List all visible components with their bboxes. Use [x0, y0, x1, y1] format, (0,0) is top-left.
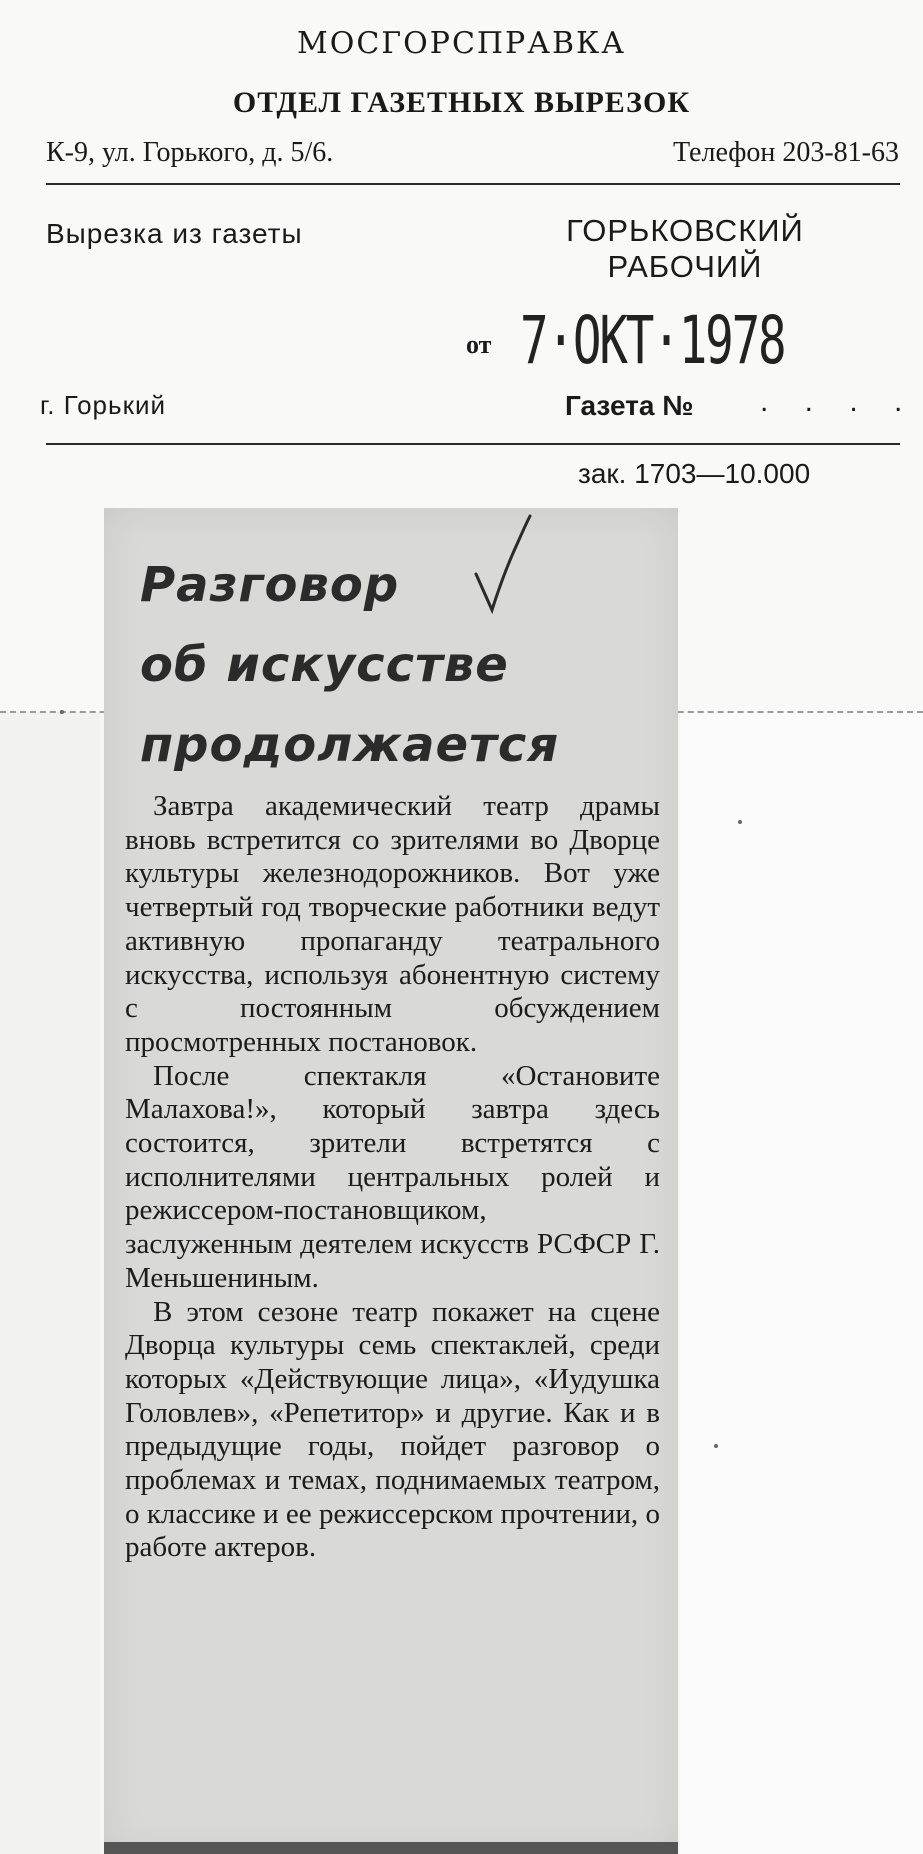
- newspaper-name-line1: ГОРЬКОВСКИЙ: [566, 213, 804, 248]
- speck: [738, 820, 742, 824]
- date-stamp: 7·ОКТ·1978: [520, 302, 785, 379]
- headline-line1: Разговор: [140, 557, 400, 613]
- clipping-bottom-edge: [104, 1842, 678, 1854]
- headline-line3: продолжается: [140, 717, 560, 773]
- date-prefix: от: [466, 330, 492, 359]
- issue-number-blank: . . . .: [760, 385, 917, 418]
- speck: [714, 1444, 718, 1448]
- article-paragraph-3: В этом сезоне театр покажет на сцене Дворца культуры семь спектаклей, среди которых «Действующие лица», «Иудушка Головлев», «Репетитор» и другие. Как и в предыдущие годы, пойдет разговор о проблемах и темах, поднимаемых театром, о классике и ее режиссерском прочтении, о работе актеров.: [125, 1295, 660, 1564]
- sheet-margin-left: [0, 712, 100, 1854]
- article-paragraph-2: После спектакля «Остановите Малахова!», который завтра здесь состоится, зрители встретятся с исполнителями центральных ролей и режиссером-постановщиком, заслуженным деятелем искусств РСФСР Г. Меньшениным.: [125, 1059, 660, 1294]
- newspaper-name: [520, 213, 850, 285]
- article-paragraph-1: Завтра академический театр драмы вновь встретится со зрителями во Дворце культуры железнодорожников. Вот уже четвертый год творческие работники ведут активную пропаганду театрального искусства, используя абонентную систему с постоянным обсуждением просмотренных постановок.: [125, 790, 660, 1058]
- issue-label: Газета №: [565, 390, 694, 421]
- article-headline: [140, 545, 660, 785]
- department-name: ОТДЕЛ ГАЗЕТНЫХ ВЫРЕЗОК: [232, 86, 691, 119]
- agency-name: МОСГОРСПРАВКА: [297, 26, 626, 61]
- phone-number: Телефон 203-81-63: [673, 137, 899, 168]
- clipping-from-label: Вырезка из газеты: [46, 218, 303, 249]
- headline-line2: об искусстве: [140, 637, 509, 693]
- city: г. Горький: [40, 390, 166, 420]
- article-body: [125, 790, 660, 1565]
- header-rule: [46, 183, 900, 185]
- speck: [60, 710, 64, 714]
- address: К-9, ул. Горького, д. 5/6.: [46, 137, 334, 168]
- form-rule: [46, 443, 900, 445]
- order-number: зак. 1703—10.000: [578, 458, 811, 489]
- newspaper-name-line2: РАБОЧИЙ: [607, 249, 763, 284]
- sheet-margin-right: [680, 712, 923, 1854]
